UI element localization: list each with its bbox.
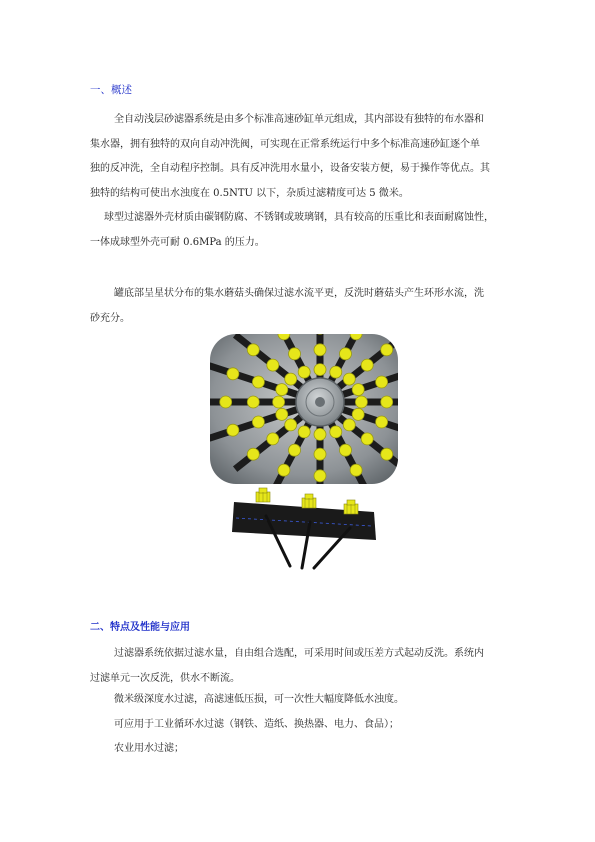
section2-paragraph1	[90, 642, 510, 691]
mushroom-head	[361, 433, 373, 445]
section1-paragraph1	[90, 108, 510, 206]
mushroom-head	[314, 470, 326, 482]
mushroom-head	[252, 376, 264, 388]
mushroom-head	[298, 426, 310, 438]
mushroom-head	[361, 359, 373, 371]
collector-photo	[210, 334, 398, 484]
paragraph-line: 过滤器系统依据过滤水量，自由组合选配，可采用时间或压差方式起动反洗。系统内	[114, 648, 484, 659]
paragraph-line: 球型过滤器外壳材质由碳钢防腐、不锈钢或玻璃钢，具有较高的压重比和表面耐腐蚀性，	[104, 212, 494, 223]
paragraph-line: 独特的结构可使出水浊度在 0.5NTU 以下，杂质过滤精度可达 5 微米。	[90, 187, 409, 199]
mushroom-head	[330, 366, 342, 378]
section1-heading-title: 概述	[111, 84, 132, 96]
paragraph-line: 独的反冲洗，全自动程序控制。具有反冲洗用水量小，设备安装方便，易于操作等优点。其	[90, 163, 490, 174]
mushroom-head	[343, 419, 355, 431]
paragraph-line: 砂充分。	[90, 312, 130, 324]
collector-pipe-diagram	[226, 482, 386, 570]
mushroom-head	[381, 344, 393, 356]
paragraph-line: 过滤单元一次反洗，供水不断流。	[90, 672, 240, 684]
mushroom-head	[289, 348, 301, 360]
mushroom-head-right	[344, 500, 358, 514]
mushroom-head-middle	[302, 494, 316, 508]
mushroom-head	[220, 396, 232, 408]
mushroom-head	[227, 424, 239, 436]
collector-photo-svg	[210, 334, 398, 484]
mushroom-head	[267, 433, 279, 445]
mushroom-head	[247, 396, 259, 408]
mushroom-head	[352, 384, 364, 396]
mushroom-head	[343, 373, 355, 385]
mushroom-head	[376, 416, 388, 428]
feature-item: 可应用于工业循环水过滤（钢铁、造纸、换热器、电力、食品）；	[114, 718, 399, 730]
section1-heading-prefix: 一、	[90, 84, 111, 96]
mushroom-head	[314, 428, 326, 440]
section2-feature-list	[90, 688, 510, 762]
mushroom-head	[289, 444, 301, 456]
mushroom-head	[381, 448, 393, 460]
mushroom-head	[330, 426, 342, 438]
paragraph-line: 一体成球型外壳可耐 0.6MPa 的压力。	[90, 236, 265, 248]
mushroom-head	[381, 396, 393, 408]
mushroom-head	[273, 396, 285, 408]
mushroom-head	[285, 419, 297, 431]
section1-paragraph2	[90, 206, 510, 255]
mushroom-head	[285, 373, 297, 385]
paragraph-line: 全自动浅层砂滤器系统是由多个标准高速砂缸单元组成，其内部设有独特的布水器和	[114, 114, 484, 125]
mushroom-head	[314, 448, 326, 460]
paragraph-line: 集水器，拥有独特的双向自动冲洗阀，可实现在正常系统运行中多个标准高速砂缸逐个单	[90, 138, 480, 150]
collector-pipe-svg	[226, 482, 386, 570]
mushroom-head	[314, 344, 326, 356]
mushroom-head	[247, 448, 259, 460]
mushroom-head	[278, 464, 290, 476]
mushroom-head	[227, 368, 239, 380]
mushroom-head	[276, 384, 288, 396]
section1-paragraph3	[90, 282, 510, 331]
mushroom-head	[340, 348, 352, 360]
mushroom-head	[340, 444, 352, 456]
feature-item: 微米级深度水过滤，高滤速低压损，可一次性大幅度降低水浊度。	[114, 694, 404, 705]
mushroom-head	[350, 464, 362, 476]
mushroom-head	[247, 344, 259, 356]
paragraph-line: 罐底部呈星状分布的集水蘑菇头确保过滤水流平更，反洗时蘑菇头产生环形水流，洗	[114, 288, 484, 299]
section1-heading	[90, 82, 132, 97]
mushroom-head	[376, 376, 388, 388]
feature-item: 农业用水过滤；	[114, 743, 184, 754]
section2-heading: 二、特点及性能与应用	[90, 622, 190, 633]
mushroom-head	[276, 408, 288, 420]
mushroom-head	[267, 359, 279, 371]
mushroom-head	[355, 396, 367, 408]
mushroom-head-left	[256, 488, 270, 502]
mushroom-head	[352, 408, 364, 420]
mushroom-head	[298, 366, 310, 378]
mushroom-head	[314, 364, 326, 376]
mushroom-head	[252, 416, 264, 428]
